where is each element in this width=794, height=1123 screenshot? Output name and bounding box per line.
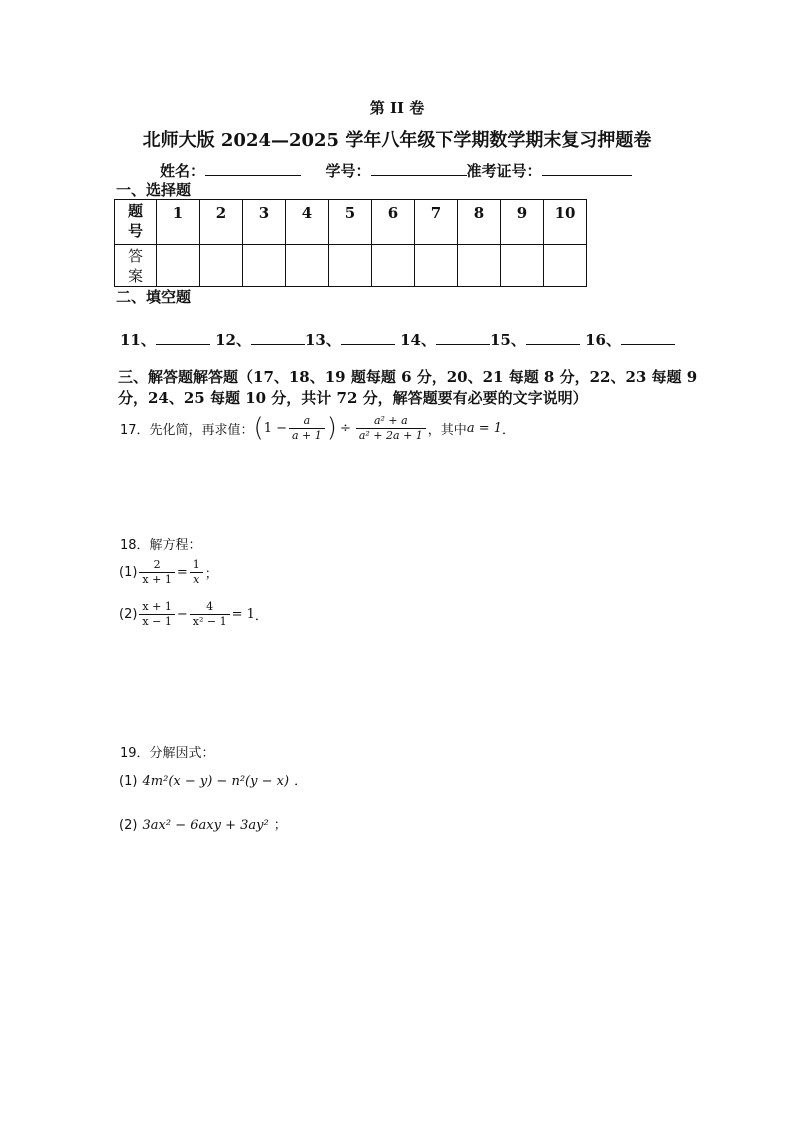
answer-cell[interactable] [243, 245, 286, 287]
fill-item-label: 15、 [489, 331, 526, 349]
q19-label: 19．分解因式： [120, 746, 215, 761]
header-char: 题 [127, 202, 143, 220]
part-end: ． [294, 774, 308, 789]
question-number: 3 [243, 200, 286, 245]
answer-cell[interactable] [501, 245, 544, 287]
id-blank[interactable] [371, 161, 467, 176]
right-paren: ) [326, 413, 337, 443]
exam-no-label: 准考证号： [466, 162, 542, 180]
answer-cell[interactable] [544, 245, 587, 287]
fill-blank[interactable] [156, 332, 210, 345]
part-end: ． [254, 608, 268, 624]
question-number: 1 [157, 200, 200, 245]
part-label: (1) [119, 774, 138, 789]
fill-item-label: 16、 [585, 331, 621, 349]
q19-part-1 [119, 770, 307, 789]
q19-p2-expression: 3ax² − 6axy + 3ay² [142, 818, 269, 833]
part-label: (2) [119, 606, 138, 622]
table-row [115, 200, 587, 245]
q17-fraction-2 [356, 414, 426, 443]
q18-part-1 [119, 555, 218, 589]
question-number: 5 [329, 200, 372, 245]
answer-cell[interactable] [415, 245, 458, 287]
name-label: 姓名： [160, 162, 206, 180]
q18-p2-fraction-1 [139, 600, 174, 629]
id-label: 学号： [325, 162, 371, 180]
left-paren: ( [253, 413, 264, 443]
q19-part-2 [119, 814, 287, 833]
part-label: (1) [119, 564, 138, 580]
q18-p2-fraction-2 [190, 600, 230, 629]
row-header-number [115, 200, 157, 245]
q17-label: 17．先化简，再求值： [120, 422, 254, 438]
numerator: a² + a [356, 414, 426, 429]
name-blank[interactable] [205, 161, 301, 176]
part-end: ； [204, 566, 218, 582]
header-char: 案 [127, 267, 143, 285]
numerator: 1 [190, 558, 203, 573]
q18-p1-fraction-1 [139, 558, 174, 587]
question-number: 10 [544, 200, 587, 245]
q19-p1-expression: 4m²(x − y) − n²(y − x) [142, 774, 290, 789]
q18-part-2 [119, 597, 268, 631]
section-3-title-line1: 三、解答题解答题（17、18、19 题每题 6 分，20、21 每题 8 分，22、23 每题 9 [118, 368, 698, 386]
question-number: 6 [372, 200, 415, 245]
denominator: x² − 1 [192, 614, 227, 628]
numerator: 2 [139, 558, 174, 573]
fill-blank[interactable] [436, 332, 490, 345]
fill-blank[interactable] [526, 332, 580, 345]
answer-cell[interactable] [458, 245, 501, 287]
question-number: 7 [415, 200, 458, 245]
numerator: a [289, 414, 325, 429]
denominator: a² + 2a + 1 [358, 428, 423, 442]
section-1-title: 一、选择题 [116, 181, 192, 199]
exam-no-blank[interactable] [542, 161, 632, 176]
fill-item-label: 13、 [304, 331, 341, 349]
fill-item-label: 11、 [120, 331, 156, 349]
answer-cell[interactable] [200, 245, 243, 287]
numerator: x + 1 [139, 600, 174, 615]
denominator: a + 1 [292, 428, 322, 442]
fill-item-label: 14、 [400, 331, 436, 349]
question-17 [120, 410, 515, 446]
minus: − [176, 606, 188, 622]
section-2-title: 二、填空题 [116, 288, 192, 306]
q17-tail: ，其中 [427, 422, 467, 438]
volume-label: 第 II 卷 [369, 99, 425, 117]
denominator: x − 1 [142, 614, 172, 628]
table-row [115, 245, 587, 287]
q17-condition: a = 1 [466, 420, 502, 436]
q17-divide: ÷ [339, 420, 351, 436]
part-end: ； [273, 818, 287, 833]
student-info-line [160, 160, 632, 181]
question-number: 2 [200, 200, 243, 245]
page-title: 北师大版 2024—2025 学年八年级下学期数学期末复习押题卷 [142, 130, 652, 151]
answer-cell[interactable] [286, 245, 329, 287]
fill-blank[interactable] [621, 332, 675, 345]
numerator: 4 [190, 600, 230, 615]
answer-cell[interactable] [157, 245, 200, 287]
section-3-title-line2: 分，24、25 每题 10 分，共计 72 分，解答题要有必要的文字说明） [118, 389, 588, 407]
denominator: x [193, 572, 200, 586]
answer-table [114, 199, 587, 287]
denominator: x + 1 [142, 572, 172, 586]
answer-cell[interactable] [329, 245, 372, 287]
q17-one-minus: 1 − [263, 420, 287, 436]
q18-p1-fraction-2 [190, 558, 203, 587]
fill-blank[interactable] [251, 332, 305, 345]
equals: = [176, 564, 188, 580]
header-char: 号 [127, 222, 143, 240]
row-header-answer [115, 245, 157, 287]
question-number: 9 [501, 200, 544, 245]
part-label: (2) [119, 818, 138, 833]
header-char: 答 [127, 247, 143, 265]
q18-label: 18．解方程： [120, 538, 202, 553]
question-number: 4 [286, 200, 329, 245]
fill-blank-line [120, 329, 675, 350]
q17-end: ． [502, 422, 516, 438]
answer-cell[interactable] [372, 245, 415, 287]
rhs: = 1 [231, 606, 255, 622]
q17-fraction-1 [289, 414, 325, 443]
fill-blank[interactable] [341, 332, 395, 345]
fill-item-label: 12、 [215, 331, 251, 349]
question-number: 8 [458, 200, 501, 245]
